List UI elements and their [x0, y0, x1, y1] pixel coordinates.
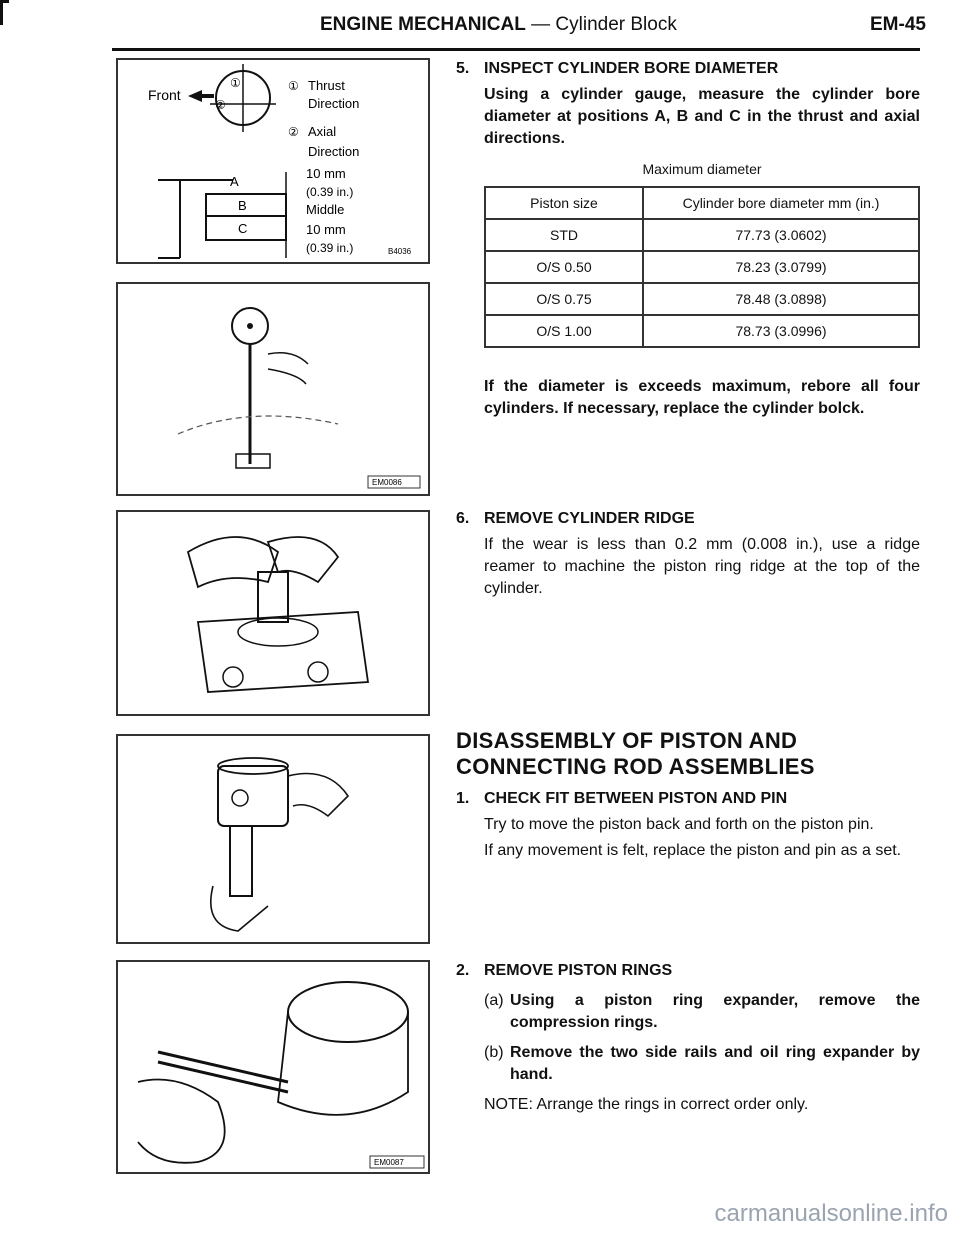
step-2b: [484, 1042, 920, 1086]
ring-expander-tool-icon: [158, 1052, 288, 1092]
ridge-reamer-illustration: [118, 512, 428, 714]
col-header-bore-diameter: Cylinder bore diameter mm (in.): [643, 187, 919, 219]
lower-hand-icon: [211, 886, 268, 931]
position-b-label: B: [238, 198, 247, 213]
table-cell: O/S 0.50: [485, 251, 643, 283]
connecting-rod-icon: [230, 826, 252, 896]
thrust-label-2: Direction: [308, 96, 360, 111]
front-label: Front: [148, 87, 181, 103]
figure-bore-positions: [116, 58, 430, 264]
hand-icon-expander: [138, 1080, 225, 1163]
gauge-head: [236, 454, 270, 468]
step-5-inspect-bore: [456, 58, 920, 420]
piston-pin-icon: [232, 790, 248, 806]
step-2-number: 2.: [456, 962, 470, 979]
piston-icon: [218, 766, 288, 826]
figure-piston-pin: [116, 734, 430, 944]
thrust-label-1: Thrust: [308, 78, 345, 93]
position-c-label: C: [238, 221, 248, 236]
table-cell: O/S 1.00: [485, 315, 643, 347]
col-header-piston-size: Piston size: [485, 187, 643, 219]
table-cell: STD: [485, 219, 643, 251]
step-5-rebore-note: If the diameter is exceeds maximum, rebore all four cylinders. If necessary, replace the cylinder bolck.: [484, 378, 920, 417]
figure-ring-expander: [116, 960, 430, 1174]
step-6-body: If the wear is less than 0.2 mm (0.008 in.), use a ridge reamer to machine the piston ring ridge at the top of the cylinder.: [484, 536, 920, 597]
step-1-check-fit: [456, 788, 920, 862]
disassembly-heading-line-1: DISASSEMBLY OF PISTON AND: [456, 728, 798, 753]
page-header: [0, 14, 960, 44]
figure-ridge-reamer: [116, 510, 430, 716]
block-hole-1: [223, 667, 243, 687]
step-2b-label: (b): [484, 1044, 504, 1061]
ring-expander-illustration: [118, 962, 428, 1172]
circle-mark-1: ①: [230, 76, 241, 90]
step-2a-label: (a): [484, 992, 504, 1009]
table-cell: 77.73 (3.0602): [643, 219, 919, 251]
table-row: [485, 283, 919, 315]
middle-label: Middle: [306, 202, 345, 217]
step-1-body-1: Try to move the piston back and forth on the piston pin.: [484, 816, 874, 833]
step-5-body: Using a cylinder gauge, measure the cylinder bore diameter at positions A, B and C in the thrust and axial directions.: [484, 86, 920, 147]
right-hand-icon: [268, 537, 338, 582]
step-1-title: CHECK FIT BETWEEN PISTON AND PIN: [484, 790, 788, 807]
top-mm-label: 10 mm: [306, 166, 346, 181]
bore-positions-diagram: [118, 60, 428, 262]
table-row: [485, 315, 919, 347]
disassembly-heading-line-2: CONNECTING ROD ASSEMBLIES: [456, 754, 815, 779]
step-6-title: REMOVE CYLINDER RIDGE: [484, 510, 695, 527]
step-1-number: 1.: [456, 790, 470, 807]
bottom-mm-label: 10 mm: [306, 222, 346, 237]
dial-center: [247, 323, 253, 329]
header-title: [320, 14, 677, 36]
bottom-in-label: (0.39 in.): [306, 241, 354, 255]
front-arrow-shaft: [202, 94, 214, 98]
cylinder-gauge-illustration: [118, 284, 428, 494]
table-cell: 78.23 (3.0799): [643, 251, 919, 283]
block-hole-2: [308, 662, 328, 682]
figure-code-em0086: EM0086: [372, 478, 402, 487]
piston-crown-icon: [288, 982, 408, 1042]
table-header-row: [485, 187, 919, 219]
figure-code-em0087: EM0087: [374, 1158, 404, 1167]
table-cell: O/S 0.75: [485, 283, 643, 315]
front-arrow-icon: [188, 90, 202, 102]
position-a-label: A: [230, 174, 239, 189]
header-rule: [112, 48, 920, 51]
step-5-title: INSPECT CYLINDER BORE DIAMETER: [484, 60, 779, 77]
piston-pin-illustration: [118, 736, 428, 942]
reamer-tool-icon: [258, 572, 288, 622]
page-number: EM-45: [870, 14, 926, 35]
step-2-remove-rings: [456, 960, 920, 1116]
table-caption: Maximum diameter: [642, 161, 762, 177]
step-2b-text: Remove the two side rails and oil ring expander by hand.: [510, 1044, 920, 1083]
step-2a: [484, 990, 920, 1034]
axial-label-2: Direction: [308, 144, 360, 159]
step-6-number: 6.: [456, 510, 470, 527]
figure-code-b4036: B4036: [388, 247, 412, 256]
header-subsection: — Cylinder Block: [525, 14, 677, 35]
disassembly-heading: [456, 728, 916, 780]
watermark: carmanualsonline.info: [714, 1200, 948, 1227]
upper-hand-icon: [288, 774, 348, 817]
thrust-mark: ①: [288, 79, 299, 93]
axial-label-1: Axial: [308, 124, 337, 139]
bore-outline: [178, 416, 338, 434]
step-1-body-2: If any movement is felt, replace the piston and pin as a set.: [484, 842, 902, 859]
left-hand-icon: [188, 537, 278, 587]
step-2-title: REMOVE PISTON RINGS: [484, 962, 673, 979]
top-in-label: (0.39 in.): [306, 185, 354, 199]
step-6-remove-ridge: [456, 508, 920, 600]
figure-cylinder-gauge: [116, 282, 430, 496]
bore-diameter-table: [484, 186, 920, 348]
step-5-number: 5.: [456, 60, 470, 77]
table-cell: 78.73 (3.0996): [643, 315, 919, 347]
circle-mark-2: ②: [215, 98, 226, 112]
table-cell: 78.48 (3.0898): [643, 283, 919, 315]
header-section: ENGINE MECHANICAL: [320, 14, 526, 35]
table-row: [485, 251, 919, 283]
axial-mark: ②: [288, 125, 299, 139]
step-2a-text: Using a piston ring expander, remove the compression rings.: [510, 992, 920, 1031]
step-2-note: NOTE: Arrange the rings in correct order only.: [484, 1096, 809, 1113]
hand-icon: [268, 353, 308, 384]
table-row: [485, 219, 919, 251]
